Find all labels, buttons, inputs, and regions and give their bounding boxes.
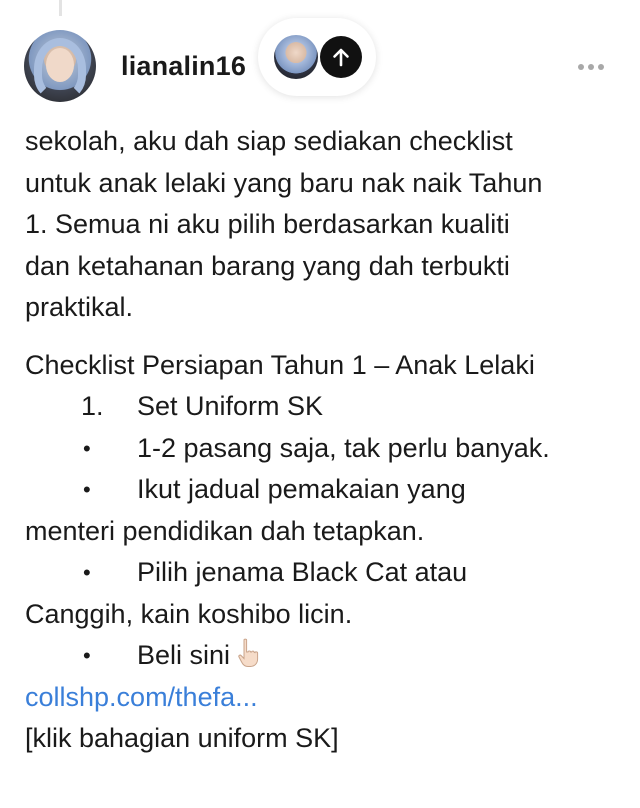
mini-avatar bbox=[274, 35, 318, 79]
intro-line: dan ketahanan barang yang dah terbukti bbox=[25, 250, 510, 281]
note-text: [klik bahagian uniform SK] bbox=[25, 723, 339, 753]
bullet-continuation: Canggih, kain koshibo licin. bbox=[25, 598, 353, 629]
more-dot bbox=[578, 64, 584, 70]
avatar[interactable] bbox=[24, 30, 96, 102]
pointing-down-hand-icon bbox=[236, 638, 260, 681]
bullet-text-row bbox=[137, 635, 260, 681]
intro-line: 1. Semua ni aku pilih berdasarkan kualiti bbox=[25, 209, 510, 239]
username[interactable]: lianalin16 bbox=[121, 51, 247, 81]
checklist-item bbox=[25, 386, 625, 428]
bullet-continuation: menteri pendidikan dah tetapkan. bbox=[25, 515, 425, 546]
bullet-text: Ikut jadual pemakaian yang bbox=[137, 474, 466, 504]
bullet-item bbox=[25, 552, 625, 594]
bullet-item bbox=[25, 635, 625, 677]
post-header bbox=[0, 0, 640, 120]
bullet-marker: • bbox=[83, 560, 91, 585]
bullet-item bbox=[25, 469, 625, 511]
intro-line: untuk anak lelaki yang baru nak naik Tahun bbox=[25, 167, 543, 198]
more-dot bbox=[598, 64, 604, 70]
intro-line: sekolah, aku dah siap sediakan checklist bbox=[25, 126, 513, 156]
bullet-item bbox=[25, 428, 625, 470]
arrow-up-icon bbox=[330, 46, 352, 68]
bullet-text: Beli sini bbox=[137, 640, 231, 670]
intro-line: praktikal. bbox=[25, 292, 134, 322]
scroll-to-top-pill[interactable] bbox=[258, 18, 376, 96]
more-options-button[interactable] bbox=[578, 60, 612, 74]
item-number: 1. bbox=[81, 391, 104, 421]
bullet-marker: • bbox=[83, 435, 91, 461]
post-body bbox=[25, 121, 625, 760]
checklist-title: Checklist Persiapan Tahun 1 – Anak Lelaki bbox=[25, 349, 535, 380]
bullet-text: 1-2 pasang saja, tak perlu banyak. bbox=[137, 432, 550, 463]
shop-link-line bbox=[25, 677, 625, 719]
shop-link[interactable]: collshp.com/thefa... bbox=[25, 681, 258, 712]
scroll-up-button[interactable] bbox=[320, 36, 362, 78]
item-text: Set Uniform SK bbox=[137, 391, 324, 421]
bullet-text: Pilih jenama Black Cat atau bbox=[137, 557, 468, 587]
bullet-marker: • bbox=[83, 643, 91, 668]
bullet-marker: • bbox=[83, 477, 91, 502]
more-dot bbox=[588, 64, 594, 70]
avatar-face bbox=[46, 48, 74, 82]
